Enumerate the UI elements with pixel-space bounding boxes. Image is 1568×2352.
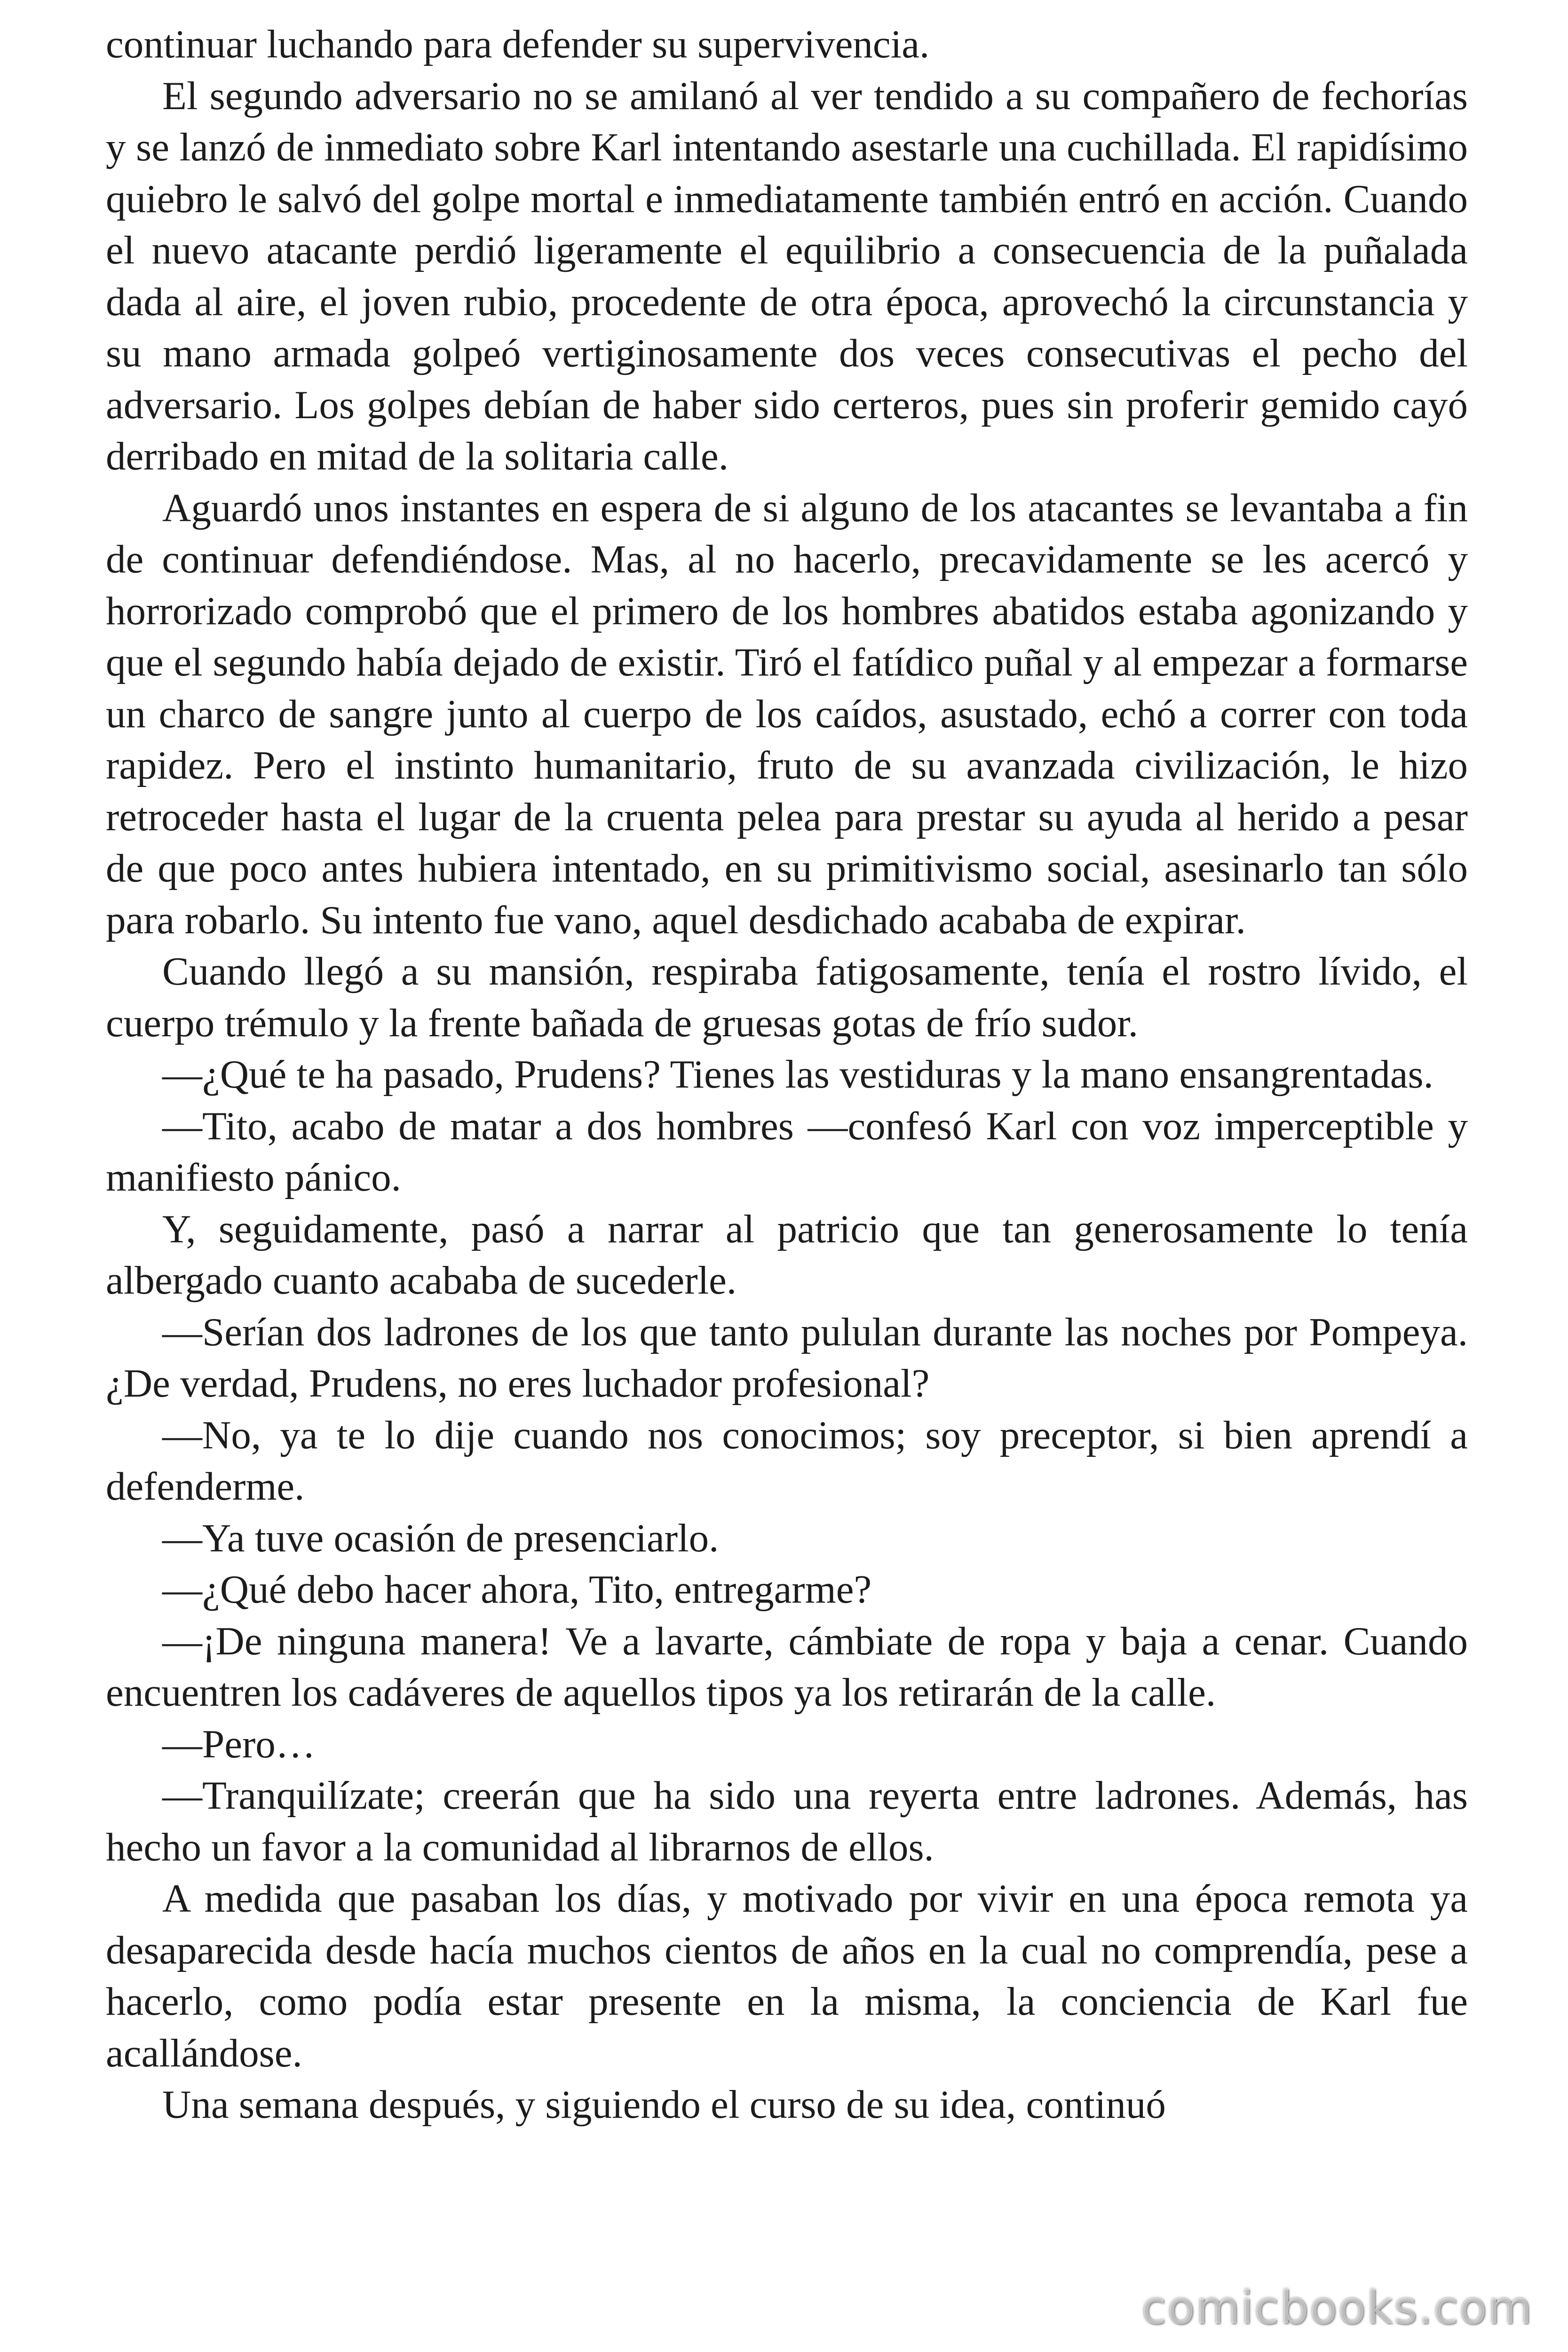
dialogue-line: —Tito, acabo de matar a dos hombres —confesó Karl con voz imperceptible y manifiesto pánico.	[106, 1104, 1468, 1200]
dialogue-line: —Ya tuve ocasión de presenciarlo.	[162, 1516, 719, 1560]
paragraph: Aguardó unos instantes en espera de si alguno de los atacantes se levantaba a fin de continuar defendiéndose. Mas, al no hacerlo, precavidamente se les acercó y horrorizado comprobó que el primero de los hombres abatidos estaba agonizando y que el segundo había dejado de existir. Tiró el fatídico puñal y al empezar a formarse un charco de sangre junto al cuerpo de los caídos, asustado, echó a correr con toda rapidez. Pero el instinto humanitario, fruto de su avanzada civilización, le hizo retroceder hasta el lugar de la cruenta pelea para prestar su ayuda al herido a pesar de que poco antes hubiera intentado, en su primitivismo social, asesinarlo tan sólo para robarlo. Su intento fue vano, aquel desdichado acababa de expirar.	[106, 485, 1468, 942]
dialogue-line: —¿Qué te ha pasado, Prudens? Tienes las vestiduras y la mano ensangrentadas.	[162, 1052, 1433, 1097]
watermark-logo: comicbooks.com	[1141, 2281, 1533, 2334]
dialogue-line: —Serían dos ladrones de los que tanto pululan durante las noches por Pompeya. ¿De verdad, Prudens, no eres luchador profesional?	[106, 1310, 1468, 1406]
dialogue-line: —No, ya te lo dije cuando nos conocimos; soy preceptor, si bien aprendí a defenderme.	[106, 1413, 1468, 1509]
paragraph: A medida que pasaban los días, y motivado por vivir en una época remota ya desaparecida desde hacía muchos cientos de años en la cual no comprendía, pese a hacerlo, como podía estar presente en la misma, la conciencia de Karl fue acallándose.	[106, 1876, 1468, 2075]
book-page-text	[106, 19, 1468, 2131]
paragraph-continuation: continuar luchando para defender su supervivencia.	[106, 22, 930, 66]
dialogue-line: —Tranquilízate; creerán que ha sido una reyerta entre ladrones. Además, has hecho un favor a la comunidad al librarnos de ellos.	[106, 1773, 1468, 1869]
paragraph: Y, seguidamente, pasó a narrar al patricio que tan generosamente lo tenía albergado cuanto acababa de sucederle.	[106, 1207, 1468, 1303]
dialogue-line: —Pero…	[162, 1722, 316, 1766]
paragraph: Cuando llegó a su mansión, respiraba fatigosamente, tenía el rostro lívido, el cuerpo trémulo y la frente bañada de gruesas gotas de frío sudor.	[106, 949, 1468, 1045]
paragraph: El segundo adversario no se amilanó al ver tendido a su compañero de fechorías y se lanzó de inmediato sobre Karl intentando asestarle una cuchillada. El rapidísimo quiebro le salvó del golpe mortal e inmediatamente también entró en acción. Cuando el nuevo atacante perdió ligeramente el equilibrio a consecuencia de la puñalada dada al aire, el joven rubio, procedente de otra época, aprovechó la circunstancia y su mano armada golpeó vertiginosamente dos veces consecutivas el pecho del adversario. Los golpes debían de haber sido certeros, pues sin proferir gemido cayó derribado en mitad de la solitaria calle.	[106, 73, 1468, 478]
paragraph-last-line: Una semana después, y siguiendo el curso de su idea, continuó	[162, 2082, 1166, 2127]
dialogue-line: —¡De ninguna manera! Ve a lavarte, cámbiate de ropa y baja a cenar. Cuando encuentren los cadáveres de aquellos tipos ya los retirarán de la calle.	[106, 1619, 1468, 1715]
dialogue-line: —¿Qué debo hacer ahora, Tito, entregarme?	[162, 1567, 872, 1612]
